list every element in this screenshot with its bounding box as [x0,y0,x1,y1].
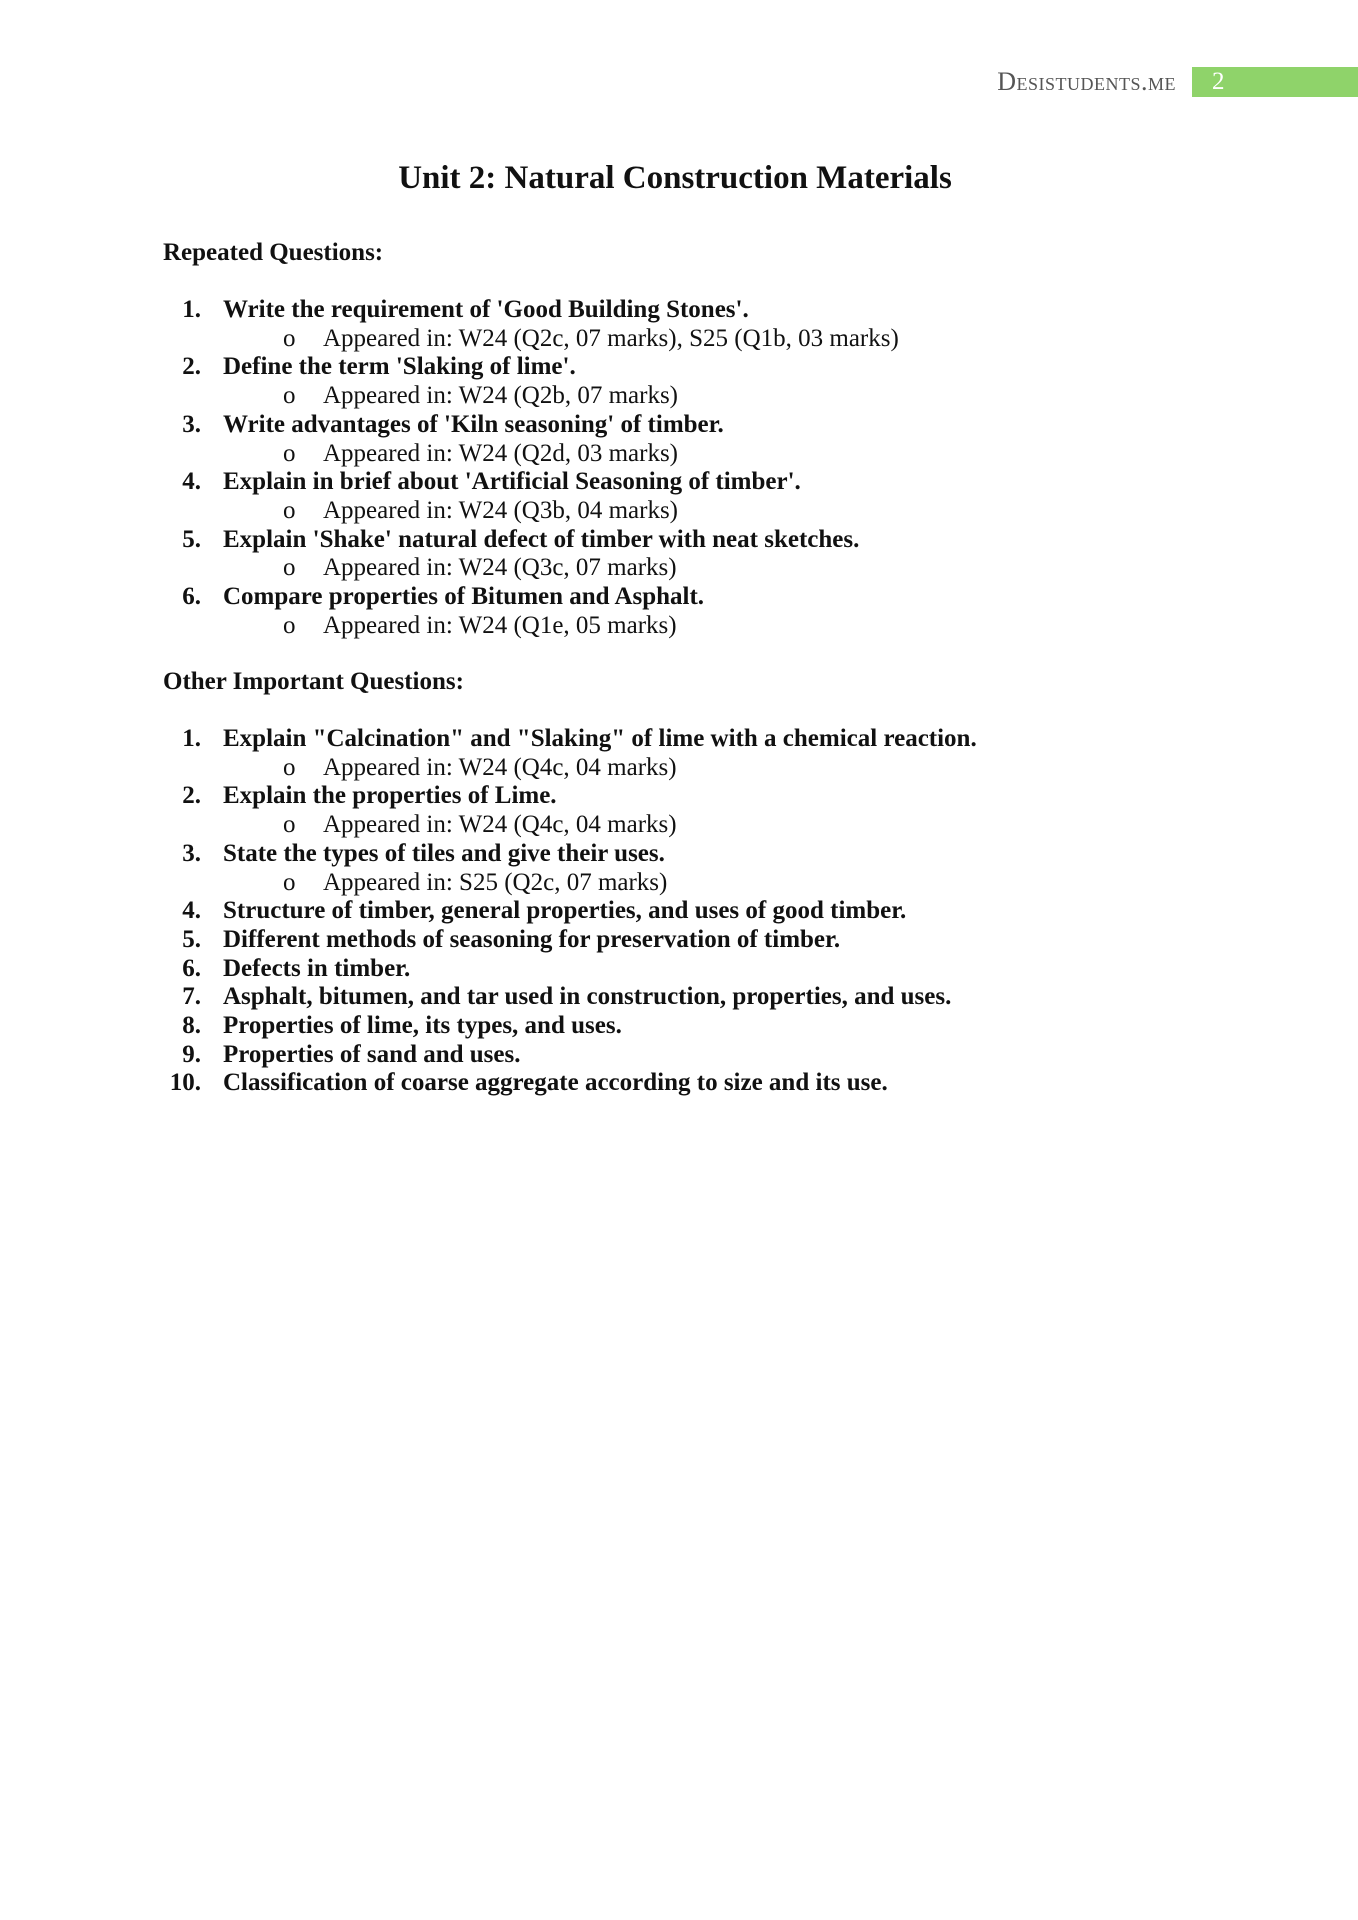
question-text: Asphalt, bitumen, and tar used in construction, properties, and uses. [223,983,952,1011]
bullet-marker: o [283,611,296,639]
list-item [163,1041,1283,1070]
question-text: Different methods of seasoning for preservation of timber. [223,925,841,953]
bullet-marker: o [283,554,296,582]
bullet-marker: o [283,496,296,524]
item-number: 8. [182,1012,201,1040]
repeated-questions-heading: Repeated Questions: [163,239,384,266]
question-text: Explain the properties of Lime. [223,782,557,810]
bullet-marker: o [283,868,296,896]
appeared-in-text: Appeared in: W24 (Q4c, 04 marks) [323,811,677,839]
list-item [163,468,1283,525]
list-item [163,296,1283,353]
question-text: Compare properties of Bitumen and Asphalt. [223,583,705,611]
question-text: Explain in brief about 'Artificial Seasoning of timber'. [223,468,801,496]
appeared-in-text: Appeared in: W24 (Q3c, 07 marks) [323,554,677,582]
item-number: 4. [182,897,201,925]
list-item [163,411,1283,468]
question-text: Structure of timber, general properties, and uses of good timber. [223,897,907,925]
question-text: State the types of tiles and give their uses. [223,839,665,867]
list-item [163,782,1283,839]
list-item [163,983,1283,1012]
appeared-in-text: Appeared in: W24 (Q2c, 07 marks), S25 (Q1b, 03 marks) [323,324,899,352]
list-item [163,353,1283,410]
list-item [163,840,1283,897]
bullet-marker: o [283,382,296,410]
question-text: Properties of lime, its types, and uses. [223,1012,622,1040]
other-questions-heading: Other Important Questions: [163,668,464,695]
appeared-in-text: Appeared in: W24 (Q2b, 07 marks) [323,382,679,410]
question-text: Explain "Calcination" and "Slaking" of lime with a chemical reaction. [223,725,977,752]
page-title: Unit 2: Natural Construction Materials [398,160,952,196]
item-number: 5. [182,925,201,953]
list-item [163,1069,1283,1098]
list-item [163,526,1283,583]
appeared-in-text: Appeared in: W24 (Q3b, 04 marks) [323,496,679,524]
item-number: 5. [182,525,201,553]
list-item [163,725,1283,782]
question-text: Explain 'Shake' natural defect of timber with neat sketches. [223,525,860,553]
question-text: Defects in timber. [223,954,411,982]
question-text: Properties of sand and uses. [223,1040,521,1068]
item-number: 4. [182,468,201,496]
item-number: 1. [182,725,201,752]
list-item [163,583,1283,640]
list-item [163,1012,1283,1041]
question-text: Define the term 'Slaking of lime'. [223,353,576,381]
item-number: 6. [182,583,201,611]
bullet-marker: o [283,324,296,352]
item-number: 9. [182,1040,201,1068]
header-brand: Desistudents.me [997,67,1176,96]
appeared-in-text: Appeared in: W24 (Q1e, 05 marks) [323,611,677,639]
item-number: 2. [182,353,201,381]
question-text: Write the requirement of 'Good Building Stones'. [223,296,749,323]
question-text: Classification of coarse aggregate according to size and its use. [223,1069,888,1097]
appeared-in-text: Appeared in: S25 (Q2c, 07 marks) [323,868,668,896]
appeared-in-text: Appeared in: W24 (Q2d, 03 marks) [323,439,679,467]
item-number: 2. [182,782,201,810]
bullet-marker: o [283,753,296,781]
page-number-badge: 2 [1192,67,1358,97]
item-number: 7. [182,983,201,1011]
list-item [163,897,1283,926]
appeared-in-text: Appeared in: W24 (Q4c, 04 marks) [323,753,677,781]
item-number: 10. [169,1069,201,1097]
question-text: Write advantages of 'Kiln seasoning' of timber. [223,410,724,438]
list-item [163,926,1283,955]
item-number: 3. [182,410,201,438]
repeated-questions-list [163,296,1283,640]
list-item [163,955,1283,984]
item-number: 3. [182,839,201,867]
page-header [997,67,1358,97]
other-questions-list [163,725,1283,1098]
bullet-marker: o [283,439,296,467]
item-number: 6. [182,954,201,982]
bullet-marker: o [283,811,296,839]
item-number: 1. [182,296,201,323]
